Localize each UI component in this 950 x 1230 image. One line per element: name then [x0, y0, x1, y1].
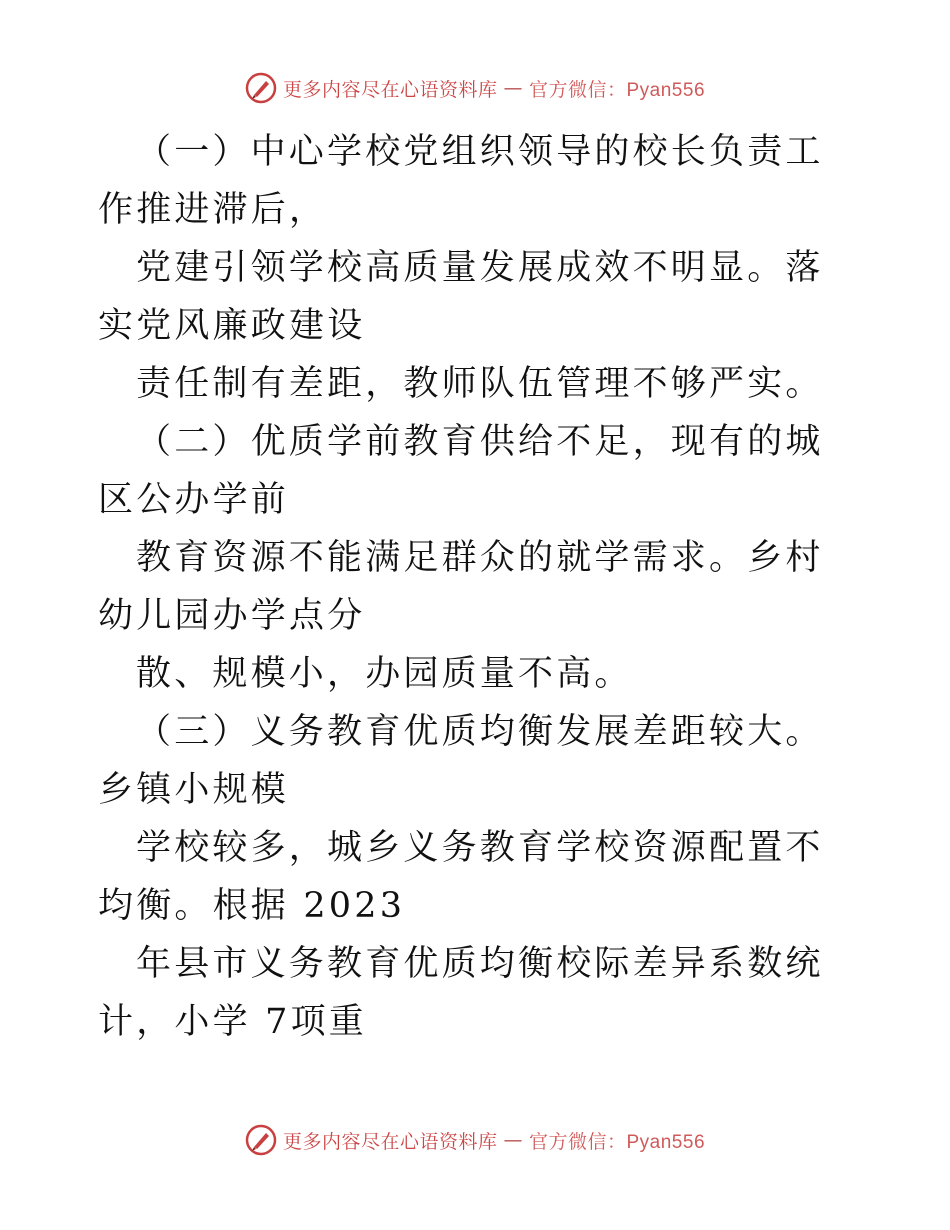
paragraph: 散、规模小，办园质量不高。 [136, 654, 633, 694]
paragraph: 年县市义务教育优质均衡校际差异系数统计，小学 7项重 [98, 944, 824, 1042]
watermark-main-text: 更多内容尽在心语资料库 [282, 78, 498, 101]
pen-logo-icon [245, 1124, 277, 1156]
paragraph: 教育资源不能满足群众的就学需求。乡村幼儿园办学点分 [98, 538, 824, 636]
watermark-separator: — [503, 77, 523, 99]
document-body [98, 123, 858, 1051]
watermark-header [0, 72, 950, 104]
paragraph: 责任制有差距，教师队伍管理不够严实。 [136, 364, 824, 404]
watermark-main-text: 更多内容尽在心语资料库 [282, 1130, 498, 1153]
pen-logo-icon [245, 72, 277, 104]
watermark-contact-text: 官方微信：Pyan556 [529, 79, 706, 101]
watermark-contact-text: 官方微信：Pyan556 [529, 1131, 706, 1153]
paragraph: （三）义务教育优质均衡发展差距较大。乡镇小规模 [98, 712, 824, 810]
paragraph: 学校较多，城乡义务教育学校资源配置不均衡。根据 2023 [98, 828, 824, 926]
paragraph: 党建引领学校高质量发展成效不明显。落实党风廉政建设 [98, 248, 824, 346]
paragraph: （二）优质学前教育供给不足，现有的城区公办学前 [98, 422, 824, 520]
paragraph: （一）中心学校党组织领导的校长负责工作推进滞后， [98, 132, 824, 230]
watermark-separator: — [503, 1129, 523, 1151]
watermark-footer [0, 1124, 950, 1156]
